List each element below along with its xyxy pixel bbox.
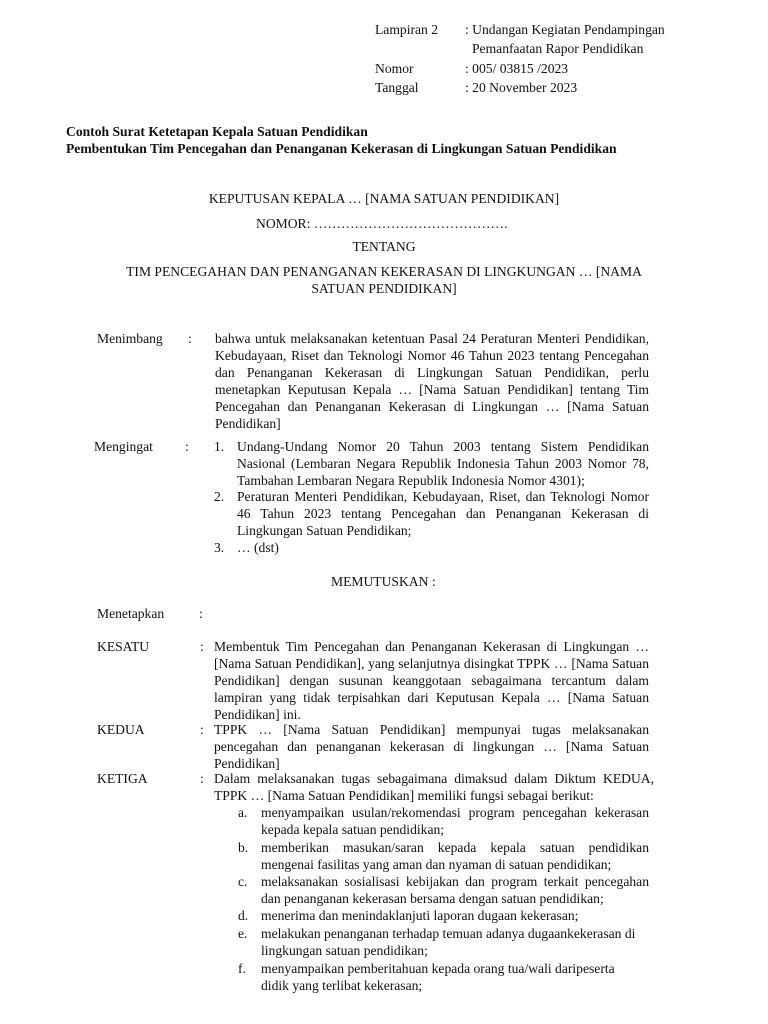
lampiran-value: : Undangan Kegiatan Pendampingan bbox=[465, 22, 665, 37]
memutuskan-heading: MEMUTUSKAN : bbox=[331, 574, 436, 589]
tanggal-value: : 20 November 2023 bbox=[465, 80, 578, 95]
function-item-text: menyampaikan usulan/rekomendasi program pencegahan kekerasan kepada kepala satuan pendidikan; bbox=[261, 805, 649, 837]
function-item-letter: b. bbox=[238, 840, 249, 855]
function-item-letter: a. bbox=[238, 805, 248, 820]
kesatu-text: Membentuk Tim Pencegahan dan Penanganan Kekerasan di Lingkungan … [Nama Satuan Pendidikan], yang selanjutnya disingkat TPPK … [Nama Satuan Pendidikan] dengan susunan keanggotaan sebagaimana tercantum dalam lampiran yang tidak terpisahkan dari Keputusan Kepala … [Nama Satuan Pendidikan] ini. bbox=[214, 639, 649, 722]
menetapkan-colon: : bbox=[199, 606, 203, 621]
kedua-label: KEDUA bbox=[97, 722, 145, 737]
ketiga-label: KETIGA bbox=[97, 771, 148, 786]
mengingat-label: Mengingat bbox=[94, 439, 153, 454]
mengingat-item-text: Peraturan Menteri Pendidikan, Kebudayaan, Riset, dan Teknologi Nomor 46 Tahun 2023 tentang Pencegahan dan Penanganan Kekerasan di Lingkungan Satuan Pendidikan; bbox=[237, 489, 649, 538]
mengingat-item-number: 2. bbox=[214, 489, 225, 504]
function-item-letter: d. bbox=[238, 908, 249, 923]
mengingat-item-text: Undang-Undang Nomor 20 Tahun 2003 tentang Sistem Pendidikan Nasional (Lembaran Negara Republik Indonesia Tahun 2003 Nomor 78, Tambahan Lembaran Negara Republik Indonesia Nomor 4301); bbox=[237, 439, 649, 488]
decree-subject: TIM PENCEGAHAN DAN PENANGANAN KEKERASAN DI LINGKUNGAN … [NAMA SATUAN PENDIDIKAN] bbox=[126, 264, 642, 296]
nomor-value: : 005/ 03815 /2023 bbox=[465, 61, 569, 76]
function-item-text: menyampaikan pemberitahuan kepada orang tua/wali daripeserta didik yang terlibat kekerasan; bbox=[261, 961, 615, 993]
kesatu-label: KESATU bbox=[97, 639, 150, 654]
decree-number: NOMOR: ……………………………………. bbox=[256, 216, 508, 231]
mengingat-item-text: … (dst) bbox=[237, 540, 279, 555]
ketiga-intro: Dalam melaksanakan tugas sebagaimana dimaksud dalam Diktum KEDUA, TPPK … [Nama Satuan Pendidikan] memiliki fungsi sebagai berikut: bbox=[214, 771, 654, 803]
decree-tentang: TENTANG bbox=[352, 239, 416, 254]
document-heading-line1: Contoh Surat Ketetapan Kepala Satuan Pendidikan bbox=[66, 124, 368, 139]
lampiran-value-line2: Pemanfaatan Rapor Pendidikan bbox=[472, 41, 644, 56]
function-item-letter: c. bbox=[238, 874, 248, 889]
menimbang-label: Menimbang bbox=[97, 331, 163, 346]
function-item-text: melakukan penanganan terhadap temuan adanya dugaankekerasan di lingkungan satuan pendidikan; bbox=[261, 926, 636, 958]
function-item-letter: f. bbox=[238, 961, 246, 976]
decree-title: KEPUTUSAN KEPALA … [NAMA SATUAN PENDIDIKAN] bbox=[208, 191, 560, 206]
document-heading-line2: Pembentukan Tim Pencegahan dan Penanganan Kekerasan di Lingkungan Satuan Pendidikan bbox=[66, 141, 617, 156]
function-item-text: memberikan masukan/saran kepada kepala satuan pendidikan mengenai fasilitas yang aman dan nyaman di satuan pendidikan; bbox=[261, 840, 649, 872]
menetapkan-label: Menetapkan bbox=[97, 606, 165, 621]
lampiran-label: Lampiran 2 bbox=[375, 22, 439, 37]
function-item-text: menerima dan menindaklanjuti laporan dugaan kekerasan; bbox=[261, 908, 579, 923]
mengingat-colon: : bbox=[185, 439, 189, 454]
tanggal-label: Tanggal bbox=[375, 80, 419, 95]
kesatu-colon: : bbox=[200, 639, 204, 654]
mengingat-item-number: 1. bbox=[214, 439, 225, 454]
menimbang-colon: : bbox=[188, 331, 192, 346]
function-item-letter: e. bbox=[238, 926, 248, 941]
menimbang-text: bahwa untuk melaksanakan ketentuan Pasal 24 Peraturan Menteri Pendidikan, Kebudayaan, Riset dan Teknologi Nomor 46 Tahun 2023 tentang Pencegahan dan Penanganan Kekerasan di Lingkungan Satuan Pendidikan, perlu menetapkan Keputusan Kepala … [Nama Satuan Pendidikan] tentang Tim Pencegahan dan Penanganan Kekerasan di Lingkungan … [Nama Satuan Pendidikan] bbox=[215, 331, 649, 431]
ketiga-colon: : bbox=[200, 771, 204, 786]
mengingat-item-number: 3. bbox=[214, 540, 225, 555]
function-item-text: melaksanakan sosialisasi kebijakan dan program terkait pencegahan dan penanganan kekerasan bersama dengan satuan pendidikan; bbox=[261, 874, 649, 906]
nomor-label: Nomor bbox=[375, 61, 414, 76]
kedua-colon: : bbox=[200, 722, 204, 737]
kedua-text: TPPK … [Nama Satuan Pendidikan] mempunyai tugas melaksanakan pencegahan dan penanganan kekerasan di lingkungan … [Nama Satuan Pendidikan] bbox=[214, 722, 649, 771]
